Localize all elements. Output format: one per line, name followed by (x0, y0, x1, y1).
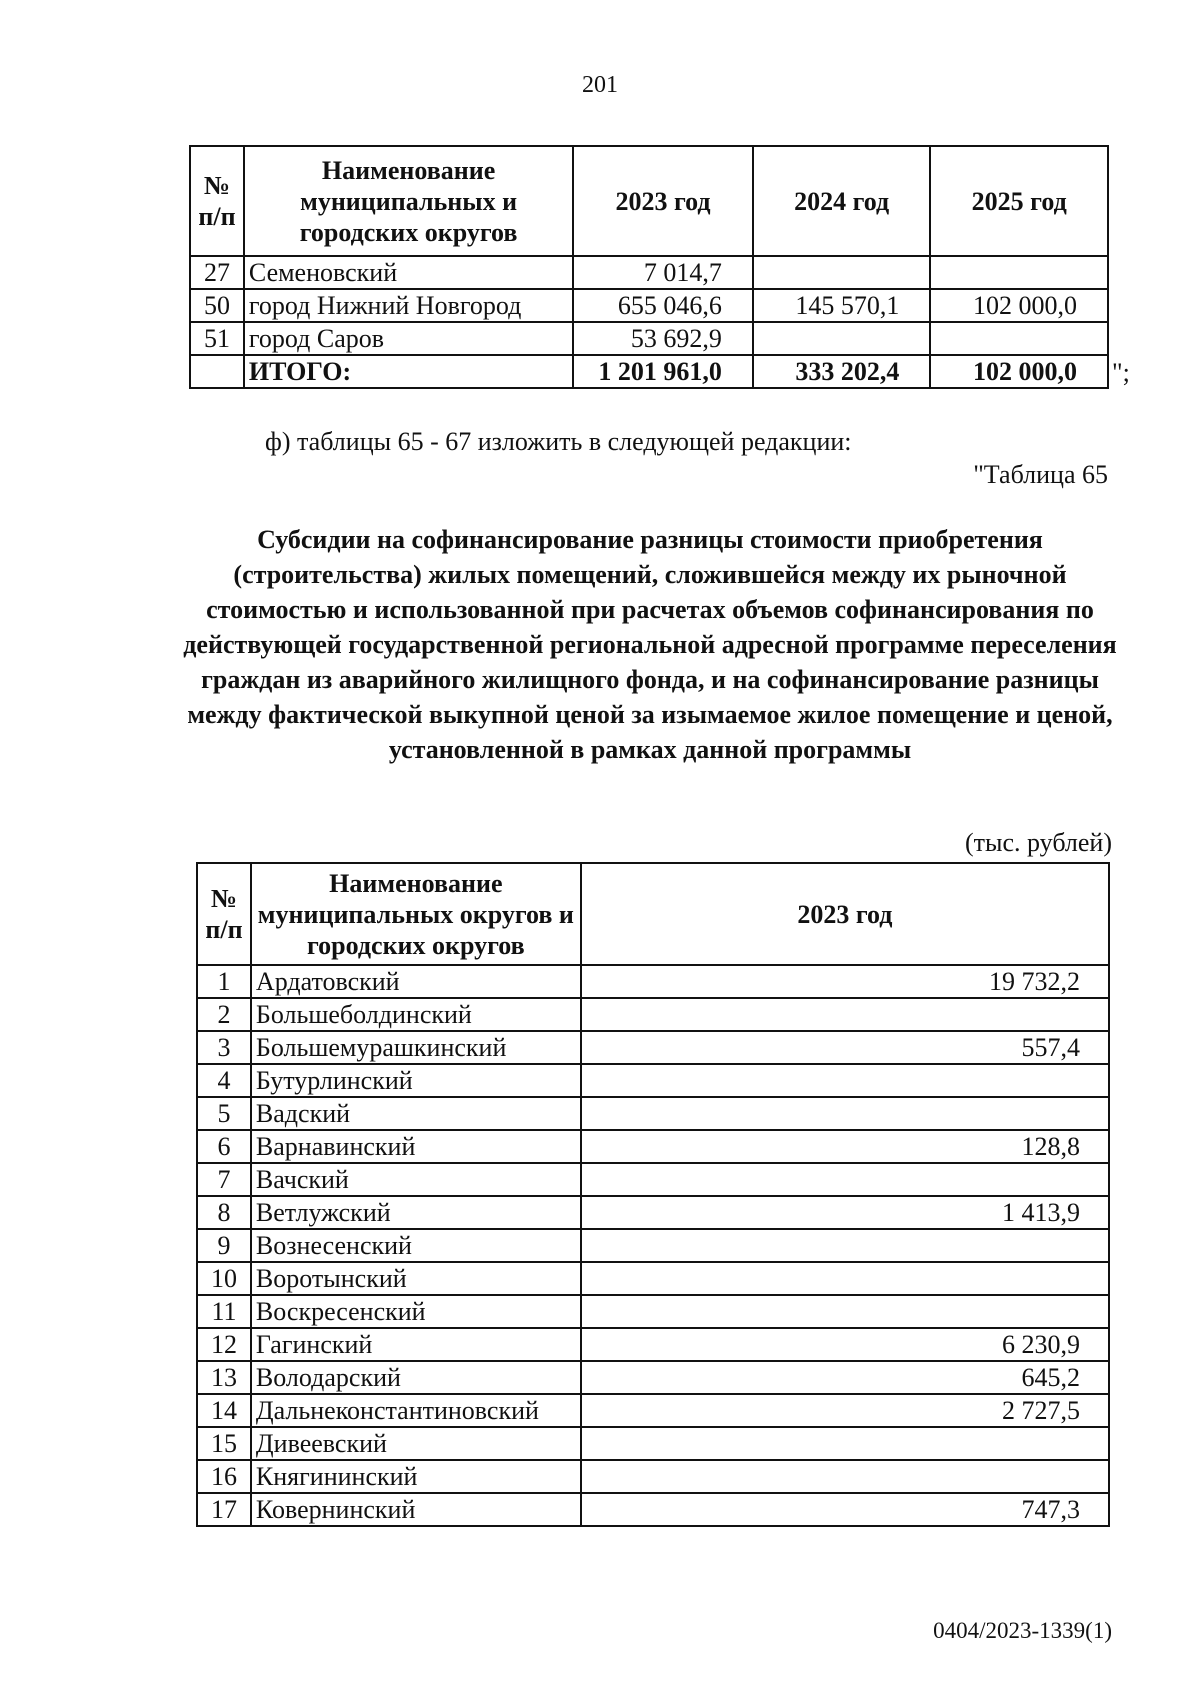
row-number: 1 (197, 965, 251, 998)
value-2025: 102 000,0 (930, 289, 1108, 322)
row-name: Ковернинский (251, 1493, 581, 1526)
row-number (190, 355, 244, 388)
row-name: Вачский (251, 1163, 581, 1196)
table-row (197, 1394, 1109, 1427)
total-label: ИТОГО: (244, 355, 573, 388)
value-2023: 645,2 (581, 1361, 1109, 1394)
page-number: 201 (582, 72, 618, 98)
closing-quote-mark: "; (1112, 358, 1130, 387)
row-name: Семеновский (244, 256, 573, 289)
row-number: 14 (197, 1394, 251, 1427)
value-2023 (581, 1262, 1109, 1295)
document-code: 0404/2023-1339(1) (933, 1618, 1112, 1643)
row-number: 15 (197, 1427, 251, 1460)
total-2025: 102 000,0 (930, 355, 1108, 388)
table-row (197, 1229, 1109, 1262)
row-name: Воскресенский (251, 1295, 581, 1328)
row-number: 6 (197, 1130, 251, 1163)
row-name: Вознесенский (251, 1229, 581, 1262)
row-name: Гагинский (251, 1328, 581, 1361)
row-number: 50 (190, 289, 244, 322)
table-row (197, 1130, 1109, 1163)
table-row (197, 998, 1109, 1031)
value-2023: 7 014,7 (573, 256, 753, 289)
row-number: 9 (197, 1229, 251, 1262)
row-name: город Саров (244, 322, 573, 355)
table-row (197, 1460, 1109, 1493)
column-header-2023: 2023 год (581, 863, 1109, 965)
row-name: Володарский (251, 1361, 581, 1394)
total-2024: 333 202,4 (753, 355, 931, 388)
column-header-name: Наименование муниципальных и городских округов (244, 146, 573, 256)
value-2025 (930, 322, 1108, 355)
value-2023 (581, 1460, 1109, 1493)
row-name: Дальнеконстантиновский (251, 1394, 581, 1427)
row-number: 3 (197, 1031, 251, 1064)
row-number: 8 (197, 1196, 251, 1229)
table-row (197, 1196, 1109, 1229)
row-number: 13 (197, 1361, 251, 1394)
value-2024 (753, 322, 931, 355)
value-2025 (930, 256, 1108, 289)
row-name: Ветлужский (251, 1196, 581, 1229)
total-2023: 1 201 961,0 (573, 355, 753, 388)
table-row (197, 1427, 1109, 1460)
value-2023 (581, 1097, 1109, 1130)
value-2023 (581, 998, 1109, 1031)
row-name: город Нижний Новгород (244, 289, 573, 322)
table-row (197, 1163, 1109, 1196)
table-row (197, 1262, 1109, 1295)
table-row (197, 1031, 1109, 1064)
value-2023: 1 413,9 (581, 1196, 1109, 1229)
value-2023: 53 692,9 (573, 322, 753, 355)
row-number: 11 (197, 1295, 251, 1328)
row-name: Ардатовский (251, 965, 581, 998)
row-number: 51 (190, 322, 244, 355)
column-header-number: № п/п (190, 146, 244, 256)
value-2024 (753, 256, 931, 289)
row-name: Большемурашкинский (251, 1031, 581, 1064)
table-heading: Субсидии на софинансирование разницы стоимости приобретения (строительства) жилых помещений, сложившейся между их рыночной стоимостью и использованной при расчетах объемов софинансирования по действующей государственной региональной адресной программе переселения граждан из аварийного жилищного фонда, и на софинансирование разницы между фактической выкупной ценой за изымаемое жилое помещение и ценой, установленной в рамках данной программы (183, 525, 1117, 764)
table-row (197, 1361, 1109, 1394)
value-2023: 2 727,5 (581, 1394, 1109, 1427)
table-row (197, 1328, 1109, 1361)
value-2023 (581, 1427, 1109, 1460)
row-number: 2 (197, 998, 251, 1031)
value-2023: 747,3 (581, 1493, 1109, 1526)
column-header-name: Наименование муниципальных округов и городских округов (251, 863, 581, 965)
row-name: Воротынский (251, 1262, 581, 1295)
table-row (197, 1493, 1109, 1526)
value-2023: 128,8 (581, 1130, 1109, 1163)
row-number: 17 (197, 1493, 251, 1526)
row-name: Вадский (251, 1097, 581, 1130)
row-number: 16 (197, 1460, 251, 1493)
table-row (190, 322, 1108, 355)
row-number: 7 (197, 1163, 251, 1196)
table-header-row (190, 146, 1108, 256)
table-row (197, 1097, 1109, 1130)
row-number: 12 (197, 1328, 251, 1361)
amendment-intro-text: ф) таблицы 65 - 67 изложить в следующей редакции: (265, 427, 852, 456)
column-header-number: № п/п (197, 863, 251, 965)
value-2024: 145 570,1 (753, 289, 931, 322)
value-2023 (581, 1229, 1109, 1262)
units-label: (тыс. рублей) (964, 828, 1112, 857)
value-2023 (581, 1295, 1109, 1328)
value-2023: 6 230,9 (581, 1328, 1109, 1361)
table-row (197, 1295, 1109, 1328)
table-header-row (197, 863, 1109, 965)
value-2023 (581, 1064, 1109, 1097)
table-row (197, 965, 1109, 998)
total-row (190, 355, 1108, 388)
table-row (190, 256, 1108, 289)
column-header-2025: 2025 год (930, 146, 1108, 256)
subsidy-table (196, 862, 1110, 1527)
row-name: Дивеевский (251, 1427, 581, 1460)
row-name: Бутурлинский (251, 1064, 581, 1097)
row-number: 5 (197, 1097, 251, 1130)
value-2023: 655 046,6 (573, 289, 753, 322)
row-number: 10 (197, 1262, 251, 1295)
row-number: 27 (190, 256, 244, 289)
table-label: "Таблица 65 (973, 460, 1108, 489)
table-row (197, 1064, 1109, 1097)
row-name: Большеболдинский (251, 998, 581, 1031)
value-2023: 19 732,2 (581, 965, 1109, 998)
column-header-2024: 2024 год (753, 146, 931, 256)
value-2023: 557,4 (581, 1031, 1109, 1064)
row-number: 4 (197, 1064, 251, 1097)
table-row (190, 289, 1108, 322)
row-name: Княгининский (251, 1460, 581, 1493)
value-2023 (581, 1163, 1109, 1196)
column-header-2023: 2023 год (573, 146, 753, 256)
allocation-table-continued (189, 145, 1109, 389)
row-name: Варнавинский (251, 1130, 581, 1163)
